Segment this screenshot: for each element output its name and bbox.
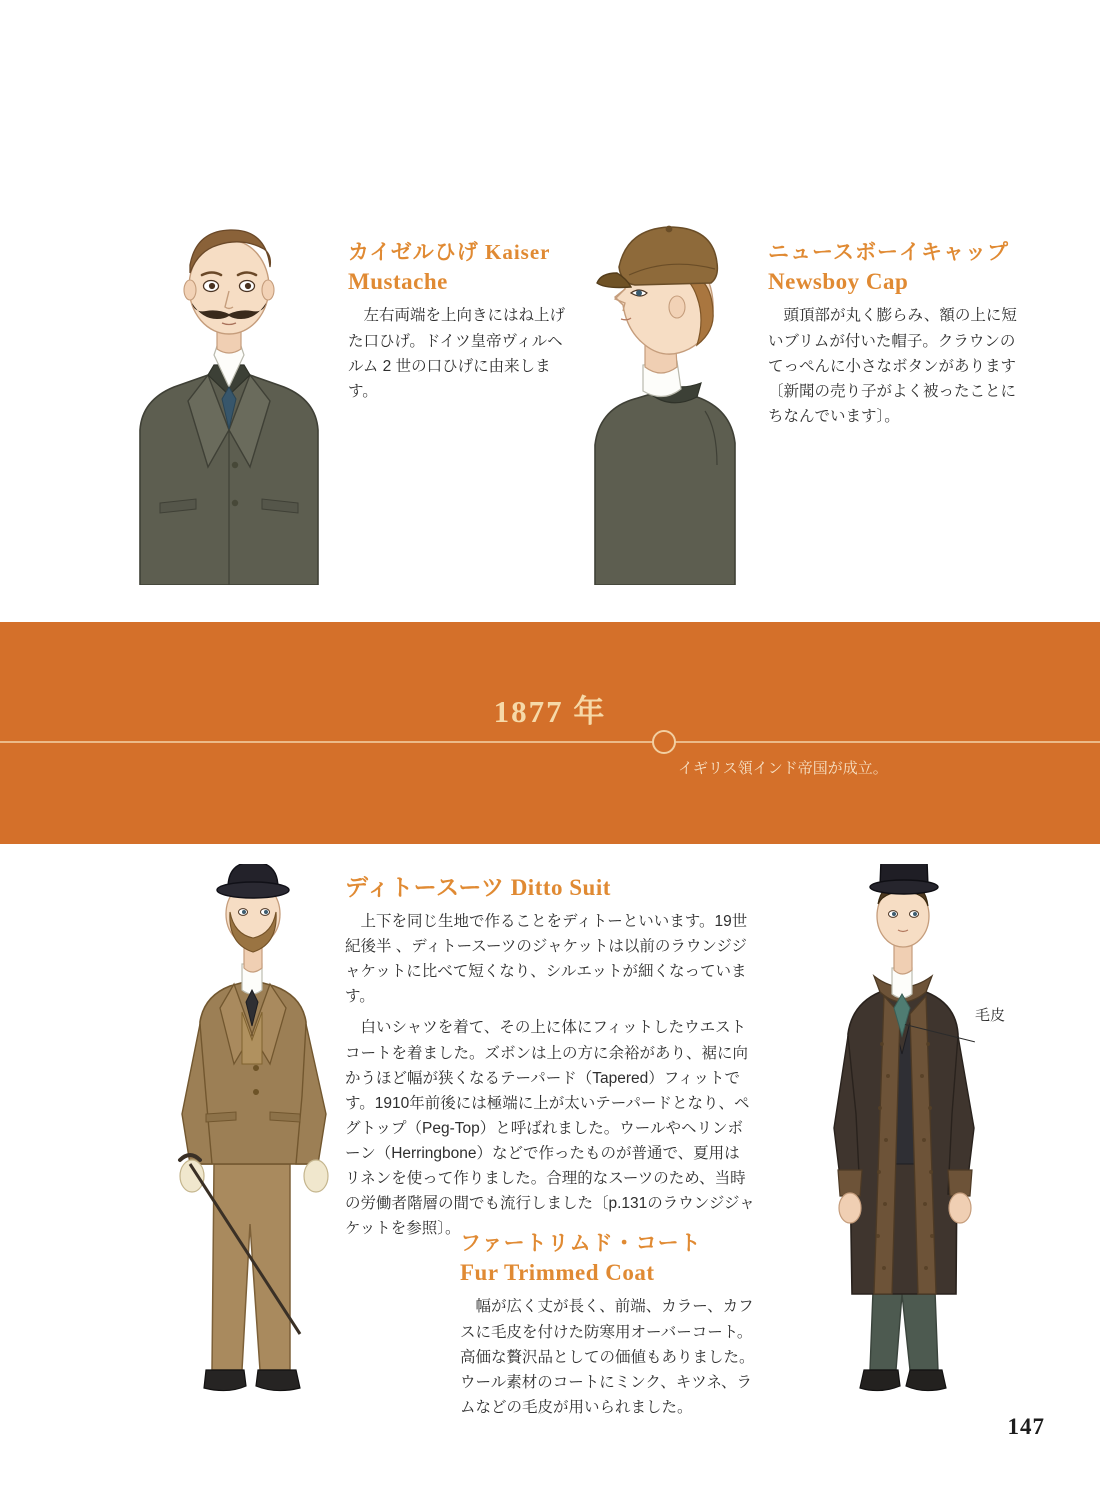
timeline-year: 1877 年 xyxy=(493,694,607,729)
fur-trimmed-coat-man-illustration xyxy=(800,864,1010,1444)
top-section xyxy=(0,0,1100,622)
ditto-suit-paragraph-2: 白いシャツを着て、その上に体にフィットしたウエストコートを着ました。ズボンは上の方に余裕があり、裾に向かうほど幅が狭くなるテーパード（Tapered）フィットです。1910年前後には極端に上が太いテーパードとなり、ペグトップ（Peg-Top）と呼ばれました。ウールやヘリンボーン（Herringbone）などで作ったものが普通で、夏用はリネンを使って作りました。合理的なスーツのため、当時の労働者階層の間でも流行しました〔p.131のラウンジジャケットを参照〕。 xyxy=(345,1019,755,1238)
newsboy-cap-term-jp: ニュースボーイキャップ xyxy=(768,240,1009,264)
ditto-suit-text-block xyxy=(345,872,755,1241)
timeline-rule xyxy=(0,741,1100,743)
fur-coat-description: 幅が広く丈が長く、前端、カラー、カフスに毛皮を付けた防寒用オーバーコート。高価な贅沢品としての価値もありました。ウール素材のコートにミンク、キツネ、ラムなどの毛皮が用いられました。 xyxy=(460,1298,755,1416)
newsboy-cap-description: 頭頂部が丸く膨らみ、額の上に短いブリムが付いた帽子。クラウンのてっぺんに小さなボタンがあります〔新聞の売り子がよく被ったことにちなんでいます〕。 xyxy=(768,307,1017,425)
fur-coat-text-block xyxy=(460,1229,755,1420)
ditto-suit-title: ディトースーツ Ditto Suit xyxy=(345,875,611,900)
kaiser-mustache-term-jp: カイゼルひげ Kaiser xyxy=(348,240,551,264)
kaiser-mustache-term-en: Mustache xyxy=(348,269,448,295)
ditto-suit-paragraph-1: 上下を同じ生地で作ることをディトーといいます。19世紀後半 、ディトースーツのジャケットは以前のラウンジジャケットに比べて短くなり、シルエットが細くなっています。 xyxy=(345,913,748,1006)
newsboy-cap-term-en: Newsboy Cap xyxy=(768,269,909,295)
fur-coat-term-en: Fur Trimmed Coat xyxy=(460,1260,655,1286)
timeline-marker-dot xyxy=(652,730,676,754)
newsboy-cap-man-illustration xyxy=(565,215,755,585)
ditto-suit-man-illustration xyxy=(150,864,360,1444)
kaiser-mustache-description: 左右両端を上向きにはね上げた口ひげ。ドイツ皇帝ヴィルヘルム 2 世の口ひげに由来します。 xyxy=(348,307,566,400)
kaiser-mustache-text-block xyxy=(348,238,566,404)
fur-callout-label: 毛皮 xyxy=(975,1007,1006,1024)
bottom-section xyxy=(0,844,1100,1488)
kaiser-mustache-man-illustration xyxy=(122,215,337,585)
newsboy-cap-text-block xyxy=(768,238,1018,429)
fur-coat-term-jp: ファートリムド・コート xyxy=(460,1231,702,1255)
page-number: 147 xyxy=(1007,1414,1045,1439)
timeline-caption: イギリス領インド帝国が成立。 xyxy=(678,760,888,777)
timeline-band xyxy=(0,622,1100,844)
